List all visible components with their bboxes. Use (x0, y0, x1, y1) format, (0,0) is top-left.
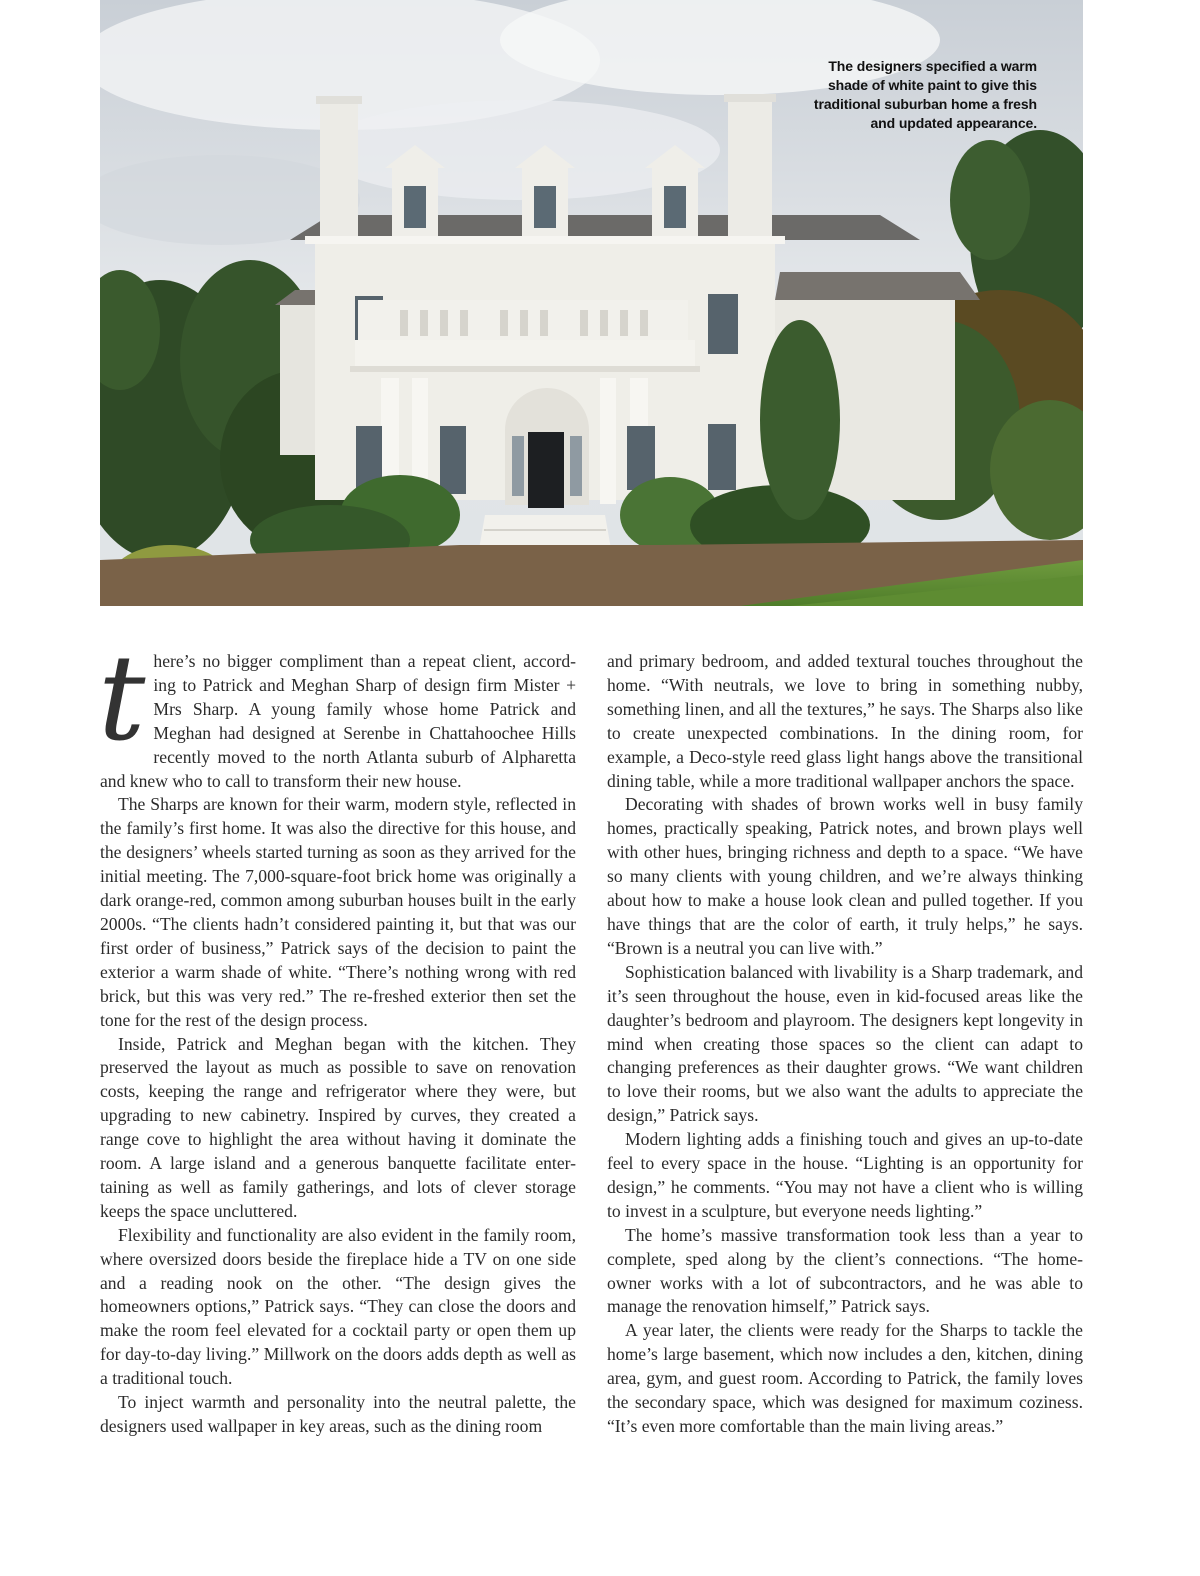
drop-cap: t (98, 629, 146, 767)
paragraph: Sophistication balanced with livability is a Sharp trademark, and it’s seen throughout the house, even in kid-focused areas like the daughter’s bedroom and playroom. The designers kept longevity in mind when creating those spaces so the client can adapt to changing preferences as their daughter grows. “We want children to love their rooms, but we also want the adults to appreciate the design,” Patrick says. (607, 961, 1083, 1126)
dormers (385, 145, 705, 238)
paragraph: The home’s massive transformation took less than a year to complete, sped along by the client’s connections. “The home-owner works with a lot of subcontractors, and he was able to manage the renovation himself,” Patrick says. (607, 1224, 1083, 1317)
paragraph: Inside, Patrick and Meghan began with the kitchen. They preserved the layout as much as possible to save on renovation costs, keeping the range and refrigerator where they were, but upgrading to new cabinetry. Inspired by curves, they created a range cove to highlight the area without having it dominate the room. A large island and a generous banquette facilitate enter-taining as well as family gatherings, and lots of clever storage keeps the space uncluttered. (100, 1033, 576, 1221)
paragraph: here’s no bigger compliment than a repeat client, accord-ing to Patrick and Meghan Sharp of design firm Mister + Mrs Sharp. A young family whose home Patrick and Meghan had designed at Serenbe in Chattahoochee Hills recently moved to the north Atlanta suburb of Alpharetta and knew who to call to transform their new house. (100, 651, 576, 791)
article-column-right (607, 650, 1083, 1439)
paragraph: and primary bedroom, and added textural touches throughout the home. “With neutrals, we love to bring in something nubby, something linen, and all the textures,” he says. The Sharps also like to create unexpected combinations. In the dining room, for example, a Deco-style reed glass light hangs above the transitional dining table, while a more traditional wallpaper anchors the space. (607, 651, 1083, 791)
hero-photo (100, 0, 1083, 606)
paragraph: Decorating with shades of brown works well in busy family homes, practically speaking, Patrick notes, and brown plays well with other hues, bringing richness and depth to a space. “We have so many clients with young children, and we’re always thinking about how to make a house look clean and pulled together. If you have things that are the color of earth, it truly helps,” he says. “Brown is a neutral you can live with.” (607, 794, 1083, 958)
article-column-left (98, 629, 576, 1439)
paragraph: The Sharps are known for their warm, modern style, reflected in the family’s first home. It was also the directive for this house, and the designers’ wheels started turning as soon as they arrived for the initial meeting. The 7,000-square-foot brick home was originally a dark orange-red, common among suburban houses built in the early 2000s. “The clients hadn’t considered painting it, but that was our first order of business,” Patrick says of the decision to paint the exterior a warm shade of white. “There’s nothing wrong with red brick, but this was very red.” The re-freshed exterior then set the tone for the rest of the design process. (100, 794, 576, 1030)
paragraph: Modern lighting adds a finishing touch and gives an up-to-date feel to every space in the house. “Lighting is an opportunity for design,” he comments. “You may not have a client who is willing to invest in a sculpture, but everyone needs lighting.” (607, 1129, 1083, 1221)
photo-caption: The designers specified a warm shade of white paint to give this traditional suburban home a fresh and updated appearance. (813, 58, 1037, 131)
paragraph: To inject warmth and personality into the neutral palette, the designers used wallpaper in key areas, such as the dining room (100, 1392, 576, 1436)
paragraph: Flexibility and functionality are also evident in the family room, where oversized doors beside the fireplace hide a TV on one side and a reading nook on the other. “The design gives the homeowners options,” Patrick says. “They can close the doors and make the room feel elevated for a cocktail party or open them up for day-to-day living.” Millwork on the doors adds depth as well as a traditional touch. (100, 1224, 576, 1389)
paragraph: A year later, the clients were ready for the Sharps to tackle the home’s large basement, which now includes a den, kitchen, dining area, gym, and guest room. According to Patrick, the family loves the secondary space, which was designed for maximum coziness. “It’s even more comfortable than the main living areas.” (607, 1320, 1083, 1436)
